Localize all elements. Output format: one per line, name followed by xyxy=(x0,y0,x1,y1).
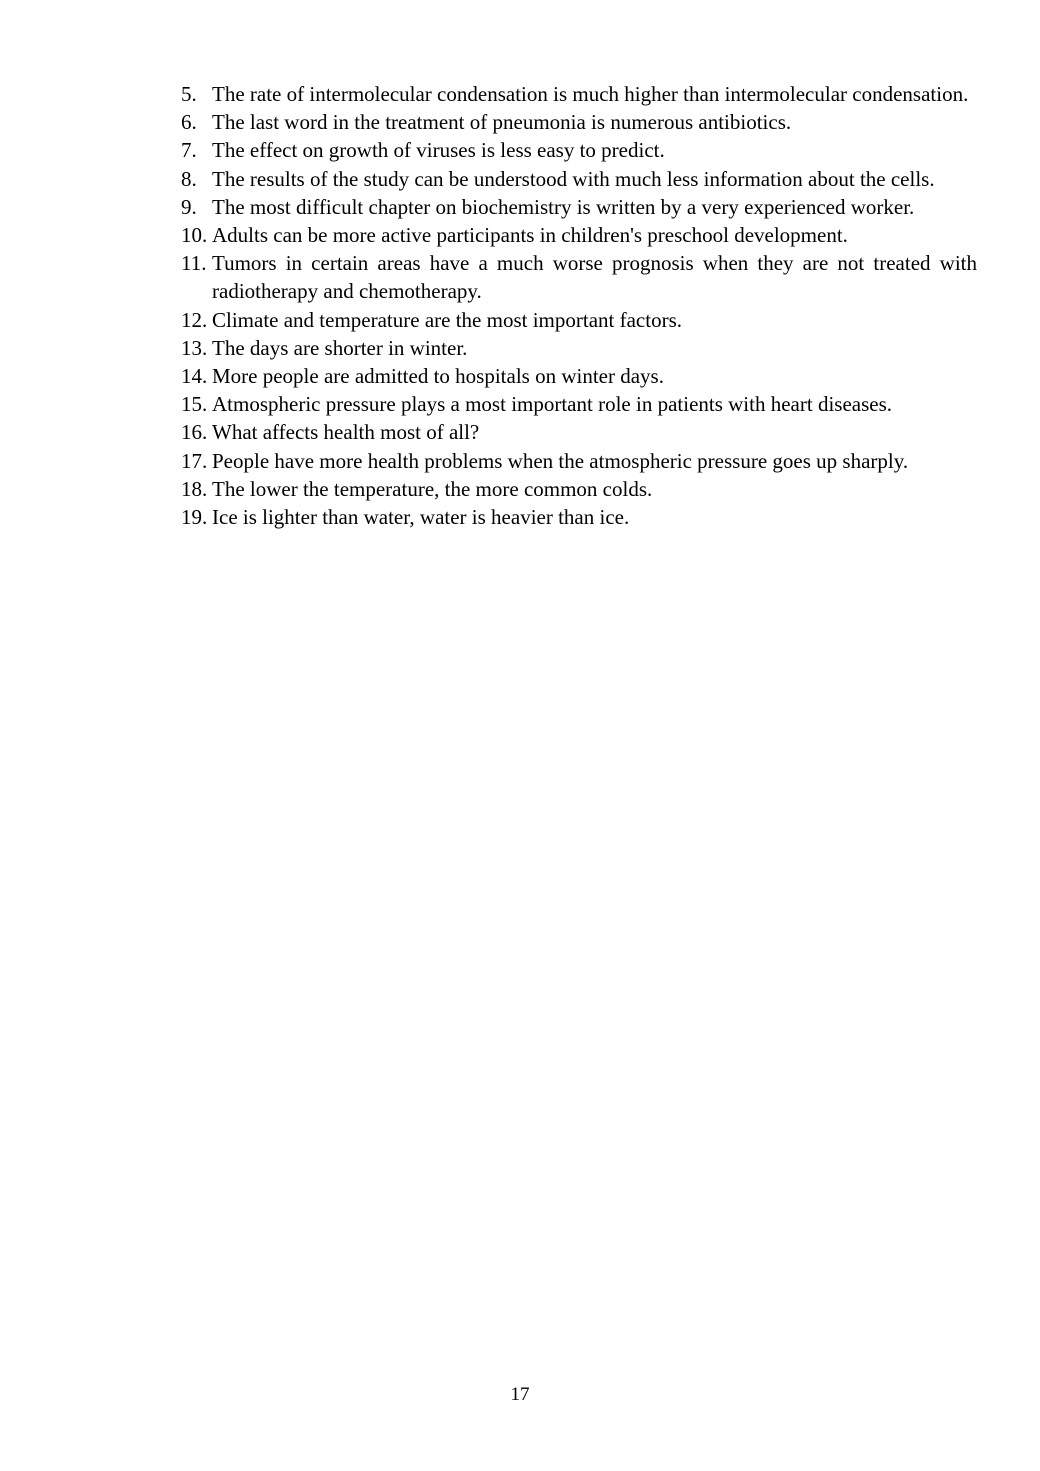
list-item xyxy=(181,390,977,418)
list-item xyxy=(181,362,977,390)
item-text: Adults can be more active participants in children's preschool development. xyxy=(212,223,848,248)
list-item xyxy=(181,475,977,503)
list-item xyxy=(181,334,977,362)
list-item xyxy=(181,249,977,305)
item-text: The last word in the treatment of pneumonia is numerous antibiotics. xyxy=(212,110,792,135)
item-number: 9. xyxy=(181,194,197,219)
item-number: 13. xyxy=(181,335,208,360)
list-item xyxy=(181,108,977,136)
item-number: 15. xyxy=(181,392,208,417)
item-number: 7. xyxy=(181,138,197,163)
list-item xyxy=(181,80,977,108)
list-item xyxy=(181,165,977,193)
list-item xyxy=(181,193,977,221)
numbered-sentence-list xyxy=(181,80,977,531)
list-item xyxy=(181,503,977,531)
item-number: 5. xyxy=(181,82,197,106)
item-number: 16. xyxy=(181,420,208,445)
list-item xyxy=(181,447,977,475)
list-item xyxy=(181,136,977,164)
item-number: 12. xyxy=(181,307,208,332)
item-text: Tumors in certain areas have a much worse prognosis when they are not treated with radiotherapy and chemotherapy. xyxy=(212,251,977,304)
item-text: Atmospheric pressure plays a most important role in patients with heart diseases. xyxy=(212,392,893,417)
item-number: 17. xyxy=(181,448,208,473)
item-number: 6. xyxy=(181,110,197,135)
item-text: The days are shorter in winter. xyxy=(212,335,468,360)
item-text: More people are admitted to hospitals on winter days. xyxy=(212,364,664,389)
item-number: 19. xyxy=(181,505,208,530)
item-number: 18. xyxy=(181,476,208,501)
item-text: People have more health problems when the atmospheric pressure goes up sharply. xyxy=(212,448,909,473)
item-text: The lower the temperature, the more common colds. xyxy=(212,476,653,501)
list-item xyxy=(181,418,977,446)
list-item xyxy=(181,306,977,334)
item-number: 8. xyxy=(181,166,197,191)
item-text: The results of the study can be understood with much less information about the cells. xyxy=(212,166,935,191)
item-number: 11. xyxy=(181,251,207,276)
page-number: 17 xyxy=(510,1384,530,1405)
item-number: 10. xyxy=(181,223,208,248)
list-item xyxy=(181,221,977,249)
item-text: The most difficult chapter on biochemistry is written by a very experienced worker. xyxy=(212,194,915,219)
item-number: 14. xyxy=(181,364,208,389)
item-text: What affects health most of all? xyxy=(212,420,480,445)
item-text: Ice is lighter than water, water is heavier than ice. xyxy=(212,505,630,530)
item-text: The rate of intermolecular condensation is much higher than intermolecular condensation. xyxy=(212,82,969,106)
item-text: The effect on growth of viruses is less easy to predict. xyxy=(212,138,665,163)
item-text: Climate and temperature are the most important factors. xyxy=(212,307,682,332)
